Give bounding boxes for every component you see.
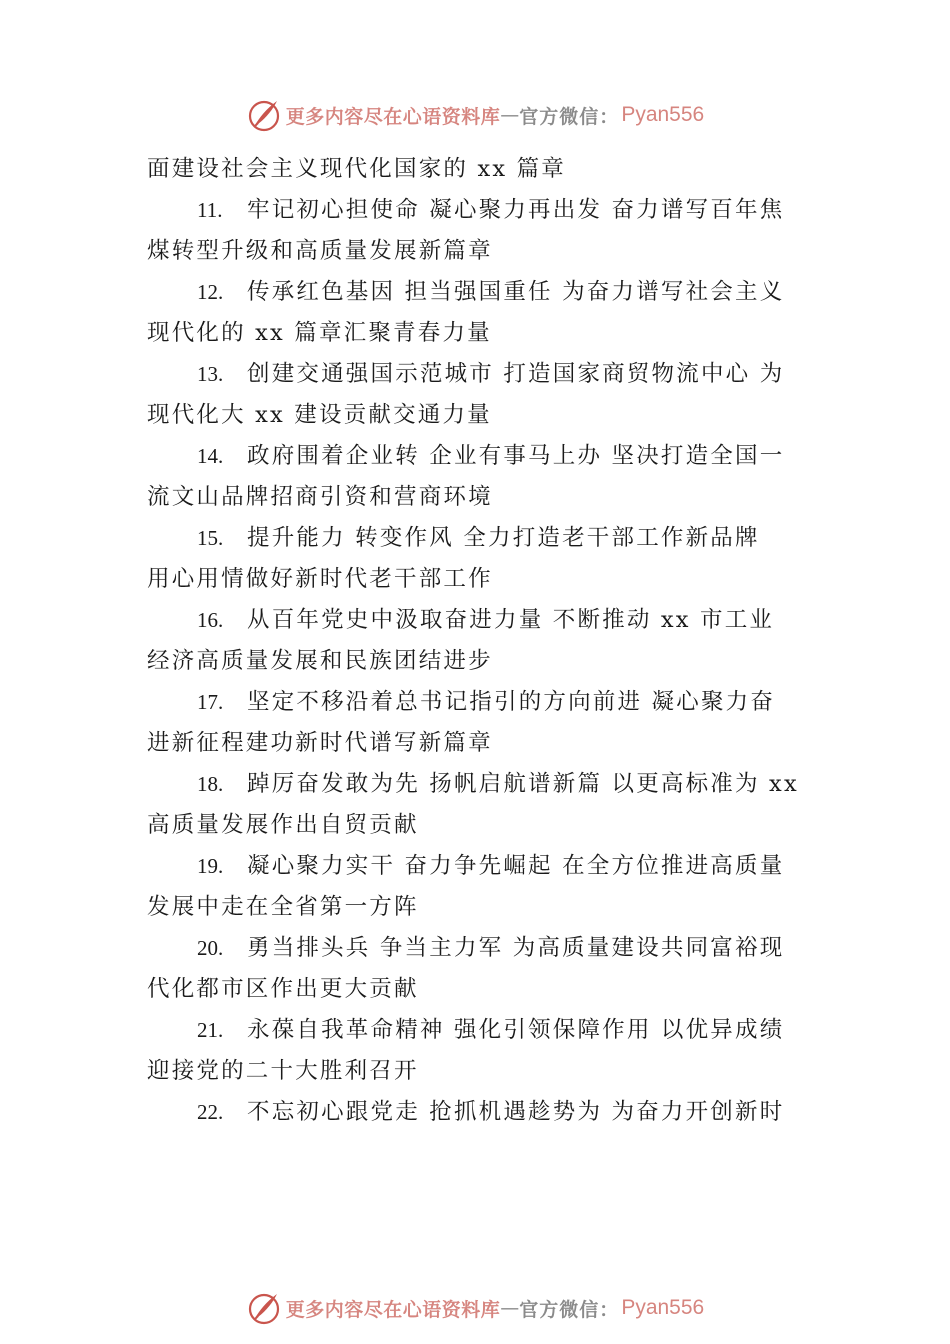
banner-wechat-label: 官方微信：: [519, 105, 620, 128]
item-number: 13.: [197, 362, 224, 386]
item-number: 14.: [197, 444, 224, 468]
item-text: 创建交通强国示范城市 打造国家商贸物流中心 为: [247, 361, 785, 387]
header-banner: [0, 95, 950, 135]
item-text: 现代化大 xx 建设贡献交通力量: [147, 402, 492, 428]
list-item: [147, 1010, 827, 1051]
item-number: 22.: [197, 1100, 224, 1124]
quill-pen-logo-icon: [246, 1290, 282, 1326]
item-number: 19.: [197, 854, 224, 878]
list-item: [147, 272, 827, 313]
list-item: [147, 764, 827, 805]
banner-brand-text: 更多内容尽在心语资料库: [285, 105, 501, 128]
list-item: [147, 682, 827, 723]
item-text: 高质量发展作出自贸贡献: [147, 812, 419, 838]
list-item-continuation: [147, 969, 827, 1010]
item-text: 经济高质量发展和民族团结进步: [147, 648, 493, 674]
list-item-continuation: [147, 313, 827, 354]
banner-separator: —: [500, 104, 520, 126]
item-text: 勇当排头兵 争当主力军 为高质量建设共同富裕现: [247, 935, 785, 961]
item-text: 从百年党史中汲取奋进力量 不断推动 xx 市工业: [247, 607, 775, 633]
item-text: 代化都市区作出更大贡献: [147, 976, 419, 1002]
item-text: 坚定不移沿着总书记指引的方向前进 凝心聚力奋: [247, 689, 776, 715]
list-item-continuation: [147, 805, 827, 846]
list-item-continuation: [147, 559, 827, 600]
item-text: 牢记初心担使命 凝心聚力再出发 奋力谱写百年焦: [247, 197, 785, 223]
item-number: 16.: [197, 608, 224, 632]
item-list: [147, 190, 827, 1133]
quill-pen-logo-icon: [246, 97, 282, 133]
list-item-continuation: [147, 395, 827, 436]
list-item: [147, 354, 827, 395]
list-item-continuation: [147, 887, 827, 928]
list-item: [147, 928, 827, 969]
item-text: 进新征程建功新时代谱写新篇章: [147, 730, 493, 756]
list-item: [147, 600, 827, 641]
list-item: [147, 846, 827, 887]
item-text: 踔厉奋发敢为先 扬帆启航谱新篇 以更高标准为 xx: [247, 771, 799, 797]
banner-wechat-id: Pyan556: [621, 1296, 705, 1319]
item-number: 18.: [197, 772, 224, 796]
banner-separator: —: [500, 1297, 520, 1319]
continuation-line: 面建设社会主义现代化国家的 xx 篇章: [147, 156, 566, 182]
list-item-continuation: [147, 477, 827, 518]
item-number: 20.: [197, 936, 224, 960]
item-text: 传承红色基因 担当强国重任 为奋力谱写社会主义: [247, 279, 785, 305]
list-item-continuation: [147, 231, 827, 272]
item-number: 12.: [197, 280, 224, 304]
item-text: 永葆自我革命精神 强化引领保障作用 以优异成绩: [247, 1017, 785, 1043]
item-text: 发展中走在全省第一方阵: [147, 894, 419, 920]
banner-wechat-id: Pyan556: [621, 103, 705, 126]
item-number: 15.: [197, 526, 224, 550]
item-number: 21.: [197, 1018, 224, 1042]
item-text: 现代化的 xx 篇章汇聚青春力量: [147, 320, 492, 346]
item-text: 凝心聚力实干 奋力争先崛起 在全方位推进高质量: [247, 853, 785, 879]
item-text: 煤转型升级和高质量发展新篇章: [147, 238, 493, 264]
item-text: 用心用情做好新时代老干部工作: [147, 566, 493, 592]
item-text: 不忘初心跟党走 抢抓机遇趁势为 为奋力开创新时: [247, 1099, 785, 1125]
item-number: 17.: [197, 690, 224, 714]
item-text: 流文山品牌招商引资和营商环境: [147, 484, 493, 510]
list-item: [147, 1092, 827, 1133]
footer-banner: [0, 1288, 950, 1328]
list-item-continuation: [147, 723, 827, 764]
banner-wechat-label: 官方微信：: [519, 1298, 620, 1321]
item-text: 提升能力 转变作风 全力打造老干部工作新品牌: [247, 525, 760, 551]
list-item: [147, 436, 827, 477]
list-item: [147, 518, 827, 559]
banner-brand-text: 更多内容尽在心语资料库: [285, 1298, 501, 1321]
list-item-continuation: [147, 641, 827, 682]
list-item-continuation: [147, 1051, 827, 1092]
document-body: [147, 149, 827, 1133]
list-item: [147, 190, 827, 231]
item-number: 11.: [197, 198, 223, 222]
item-text: 迎接党的二十大胜利召开: [147, 1058, 419, 1084]
item-text: 政府围着企业转 企业有事马上办 坚决打造全国一: [247, 443, 785, 469]
